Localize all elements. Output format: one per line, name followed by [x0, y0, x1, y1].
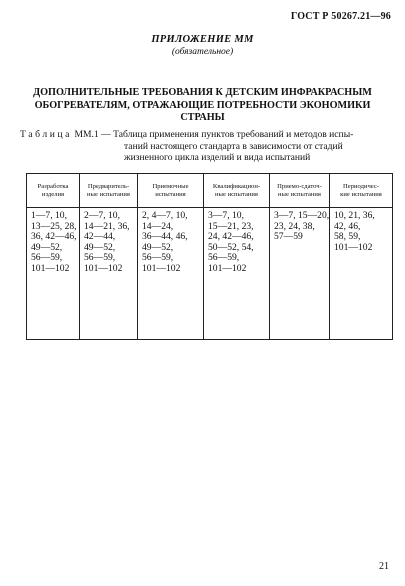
heading-line: ДОПОЛНИТЕЛЬНЫЕ ТРЕБОВАНИЯ К ДЕТСКИМ ИНФРАКРАСНЫМ	[33, 87, 372, 98]
table-header-row	[27, 174, 393, 208]
table-cell-development: 1—7, 10, 13—25, 28, 36, 42—46, 49—52, 56—59, 101—102	[27, 208, 80, 340]
column-header-qualification-tests: Квалификацион- ные испытания	[204, 174, 270, 208]
table-caption-text: — Таблица применения пунктов требований и методов испы-	[101, 129, 354, 140]
heading-line: СТРАНЫ	[180, 112, 225, 123]
column-header-preliminary-tests: Предваритель- ные испытания	[80, 174, 138, 208]
table-caption-continuation	[20, 141, 392, 164]
column-header-delivery-tests: Приемо-сдаточ- ные испытания	[270, 174, 330, 208]
table-cell-qualification-tests: 3—7, 10, 15—21, 23, 24, 42—46, 50—52, 54, 56—59, 101—102	[204, 208, 270, 340]
column-header-development: Разработка изделия	[27, 174, 80, 208]
applicability-table	[26, 173, 393, 340]
table-caption-line: жизненного цикла изделий и вида испытаний	[124, 152, 311, 163]
heading-line: ОБОГРЕВАТЕЛЯМ, ОТРАЖАЮЩИЕ ПОТРЕБНОСТИ ЭКОНОМИКИ	[34, 99, 371, 111]
table-caption-first-row	[20, 129, 392, 141]
table-cell-periodic-tests: 10, 21, 36, 42, 46, 58, 59, 101—102	[330, 208, 393, 340]
table-cell-preliminary-tests: 2—7, 10, 14—21, 36, 42—44, 49—52, 56—59, 101—102	[80, 208, 138, 340]
table-cell-delivery-tests: 3—7, 15—20, 23, 24, 38, 57—59	[270, 208, 330, 340]
table-caption-line: таний настоящего стандарта в зависимости от стадий	[124, 140, 343, 152]
table-caption-number: ММ.1	[74, 129, 99, 140]
page-number: 21	[379, 561, 389, 572]
section-heading	[30, 87, 375, 125]
column-header-acceptance-tests: Приемочные испытания	[138, 174, 204, 208]
appendix-title: ПРИЛОЖЕНИЕ ММ	[151, 34, 254, 45]
table-caption	[20, 129, 392, 164]
column-header-periodic-tests: Периодичес- кие испытания	[330, 174, 393, 208]
table-row	[27, 208, 393, 340]
appendix-subtitle: (обязательное)	[171, 47, 234, 57]
table-caption-label: Таблица	[20, 129, 73, 140]
table-cell-acceptance-tests: 2, 4—7, 10, 14—24, 36—44, 46, 49—52, 56—59, 101—102	[138, 208, 204, 340]
document-code: ГОСТ Р 50267.21—96	[290, 11, 391, 22]
